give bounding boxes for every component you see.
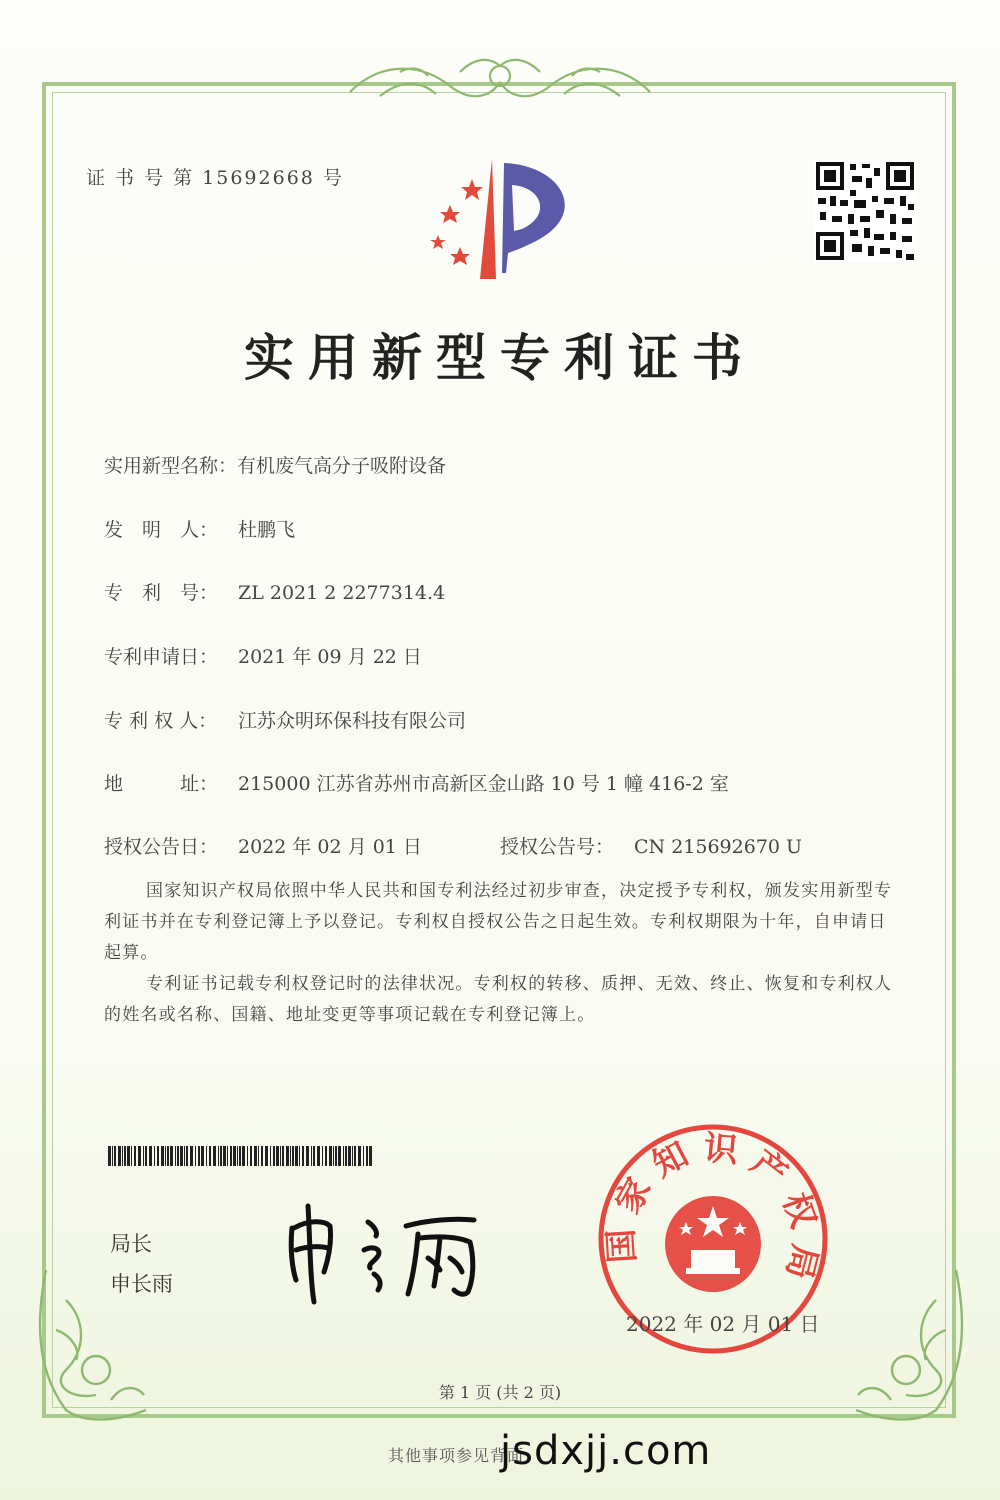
top-ornament-icon bbox=[340, 52, 660, 110]
barcode-bar bbox=[127, 1146, 130, 1166]
barcode-bar bbox=[184, 1146, 185, 1166]
barcode-bar bbox=[223, 1146, 226, 1166]
field-grant-date bbox=[104, 832, 422, 859]
barcode-bar bbox=[247, 1146, 248, 1166]
barcode-bar bbox=[325, 1146, 327, 1166]
director-name: 申长雨 bbox=[110, 1272, 173, 1296]
barcode-bar bbox=[280, 1146, 281, 1166]
field-label: 授权公告日： bbox=[104, 836, 219, 858]
field-label: 专利申请日： bbox=[104, 646, 219, 668]
barcode-bar bbox=[145, 1146, 147, 1166]
barcode-bar bbox=[218, 1146, 219, 1166]
barcode-bar bbox=[227, 1146, 228, 1166]
barcode-bar bbox=[186, 1146, 188, 1166]
seal-date: 2022 年 02 月 01 日 bbox=[626, 1312, 820, 1336]
patent-emblem-icon bbox=[422, 155, 582, 285]
field-value: 江苏众明环保科技有限公司 bbox=[238, 710, 467, 732]
barcode-bar bbox=[180, 1146, 183, 1166]
field-value: 215000 江苏省苏州市高新区金山路 10 号 1 幢 416-2 室 bbox=[238, 773, 729, 795]
barcode-bar bbox=[175, 1146, 176, 1166]
barcode-bar bbox=[198, 1146, 200, 1166]
barcode-bar bbox=[154, 1146, 155, 1166]
svg-text:国 家 知 识 产 权 局: 国 家 知 识 产 权 局 bbox=[601, 1128, 825, 1284]
field-label: 地 址： bbox=[104, 773, 219, 795]
field-value: 杜鹏飞 bbox=[238, 519, 296, 541]
barcode-bar bbox=[138, 1146, 141, 1166]
barcode-bar bbox=[209, 1146, 211, 1166]
barcode-bar bbox=[213, 1146, 216, 1166]
barcode-bar bbox=[295, 1146, 298, 1166]
barcode-bar bbox=[195, 1146, 196, 1166]
barcode-bar bbox=[165, 1146, 166, 1166]
barcode-bar bbox=[333, 1146, 334, 1166]
field-patentee bbox=[104, 706, 466, 733]
barcode-bar bbox=[134, 1146, 136, 1166]
barcode-bar bbox=[290, 1146, 291, 1166]
page-info: 第 1 页 (共 2 页) bbox=[438, 1383, 562, 1402]
barcode-bar bbox=[250, 1146, 252, 1166]
director-title: 局长 bbox=[110, 1232, 152, 1256]
barcode-bar bbox=[170, 1146, 173, 1166]
barcode-bar bbox=[233, 1146, 236, 1166]
barcode-bar bbox=[114, 1146, 116, 1166]
field-value: 2021 年 09 月 22 日 bbox=[238, 646, 422, 668]
barcode-bar bbox=[118, 1146, 121, 1166]
barcode-bar bbox=[311, 1146, 312, 1166]
field-value: CN 215692670 U bbox=[634, 836, 803, 858]
field-application-date bbox=[104, 642, 422, 669]
barcode-bar bbox=[201, 1146, 204, 1166]
barcode-bar bbox=[345, 1146, 347, 1166]
barcode-bar bbox=[143, 1146, 144, 1166]
footnote: 其他事项参见背面 bbox=[388, 1446, 525, 1465]
barcode-bar bbox=[122, 1146, 123, 1166]
barcode-bar bbox=[302, 1146, 304, 1166]
barcode-bar bbox=[261, 1146, 263, 1166]
barcode-bar bbox=[363, 1146, 364, 1166]
barcode-bar bbox=[343, 1146, 344, 1166]
statement-paragraph-1: 国家知识产权局依照中华人民共和国专利法经过初步审查，决定授予专利权，颁发实用新型专利证书并在专利登记簿上予以登记。专利权自授权公告之日起生效。专利权期限为十年，自申请日起算。 bbox=[104, 881, 893, 963]
field-label: 发 明 人： bbox=[104, 519, 219, 541]
barcode-bar bbox=[265, 1146, 268, 1166]
barcode-bar bbox=[131, 1146, 132, 1166]
barcode-bar bbox=[276, 1146, 279, 1166]
barcode-bar bbox=[313, 1146, 315, 1166]
barcode-bar bbox=[108, 1146, 111, 1166]
barcode-bar bbox=[124, 1146, 126, 1166]
barcode-bar bbox=[149, 1146, 152, 1166]
field-utility-model-name bbox=[104, 451, 446, 478]
barcode-bar bbox=[273, 1146, 275, 1166]
barcode-bar bbox=[366, 1146, 368, 1166]
certificate-number: 证 书 号 第 15692668 号 bbox=[86, 167, 344, 189]
barcode-bar bbox=[258, 1146, 259, 1166]
field-value: 2022 年 02 月 01 日 bbox=[238, 836, 422, 858]
barcode-bar bbox=[206, 1146, 207, 1166]
barcode-bar bbox=[348, 1146, 351, 1166]
barcode-bar bbox=[177, 1146, 179, 1166]
barcode-bar bbox=[112, 1146, 113, 1166]
handwritten-signature bbox=[278, 1198, 508, 1308]
barcode-bar bbox=[292, 1146, 294, 1166]
field-grant-number bbox=[500, 832, 802, 859]
barcode-bar bbox=[239, 1146, 241, 1166]
barcode-bar bbox=[230, 1146, 232, 1166]
barcode-bar bbox=[254, 1146, 257, 1166]
barcode-bar bbox=[358, 1146, 361, 1166]
statement-paragraph-2: 专利证书记载专利权登记时的法律状况。专利权的转移、质押、无效、终止、恢复和专利权人的姓名或名称、国籍、地址变更等事项记载在专利登记簿上。 bbox=[104, 974, 893, 1025]
barcode-bar bbox=[369, 1146, 372, 1166]
barcode-bar bbox=[157, 1146, 159, 1166]
barcode-bar bbox=[242, 1146, 245, 1166]
field-address bbox=[104, 769, 729, 796]
barcode-bar bbox=[299, 1146, 300, 1166]
field-patent-number bbox=[104, 578, 445, 605]
barcode-bar bbox=[329, 1146, 332, 1166]
barcode-bar bbox=[282, 1146, 284, 1166]
qr-code-icon bbox=[814, 160, 916, 262]
field-value: ZL 2021 2 2277314.4 bbox=[238, 582, 446, 604]
barcode-bar bbox=[317, 1146, 320, 1166]
barcode-icon bbox=[108, 1146, 373, 1166]
field-label: 授权公告号： bbox=[500, 836, 615, 858]
barcode-bar bbox=[237, 1146, 238, 1166]
field-value: 有机废气高分子吸附设备 bbox=[237, 455, 447, 477]
field-inventor bbox=[104, 515, 295, 542]
watermark: jsdxjj.com bbox=[500, 1428, 712, 1474]
barcode-bar bbox=[190, 1146, 193, 1166]
barcode-bar bbox=[161, 1146, 164, 1166]
barcode-bar bbox=[286, 1146, 289, 1166]
barcode-bar bbox=[352, 1146, 353, 1166]
barcode-bar bbox=[270, 1146, 271, 1166]
barcode-bar bbox=[338, 1146, 341, 1166]
certificate-title: 实用新型专利证书 bbox=[244, 328, 756, 387]
barcode-bar bbox=[306, 1146, 309, 1166]
field-label: 专 利 号： bbox=[104, 582, 219, 604]
barcode-bar bbox=[220, 1146, 222, 1166]
barcode-bar bbox=[167, 1146, 169, 1166]
field-label: 专 利 权 人： bbox=[104, 710, 218, 732]
barcode-bar bbox=[335, 1146, 337, 1166]
field-label: 实用新型名称： bbox=[104, 455, 238, 477]
corner-ornament-right-icon bbox=[846, 1260, 976, 1430]
barcode-bar bbox=[322, 1146, 323, 1166]
barcode-bar bbox=[354, 1146, 356, 1166]
